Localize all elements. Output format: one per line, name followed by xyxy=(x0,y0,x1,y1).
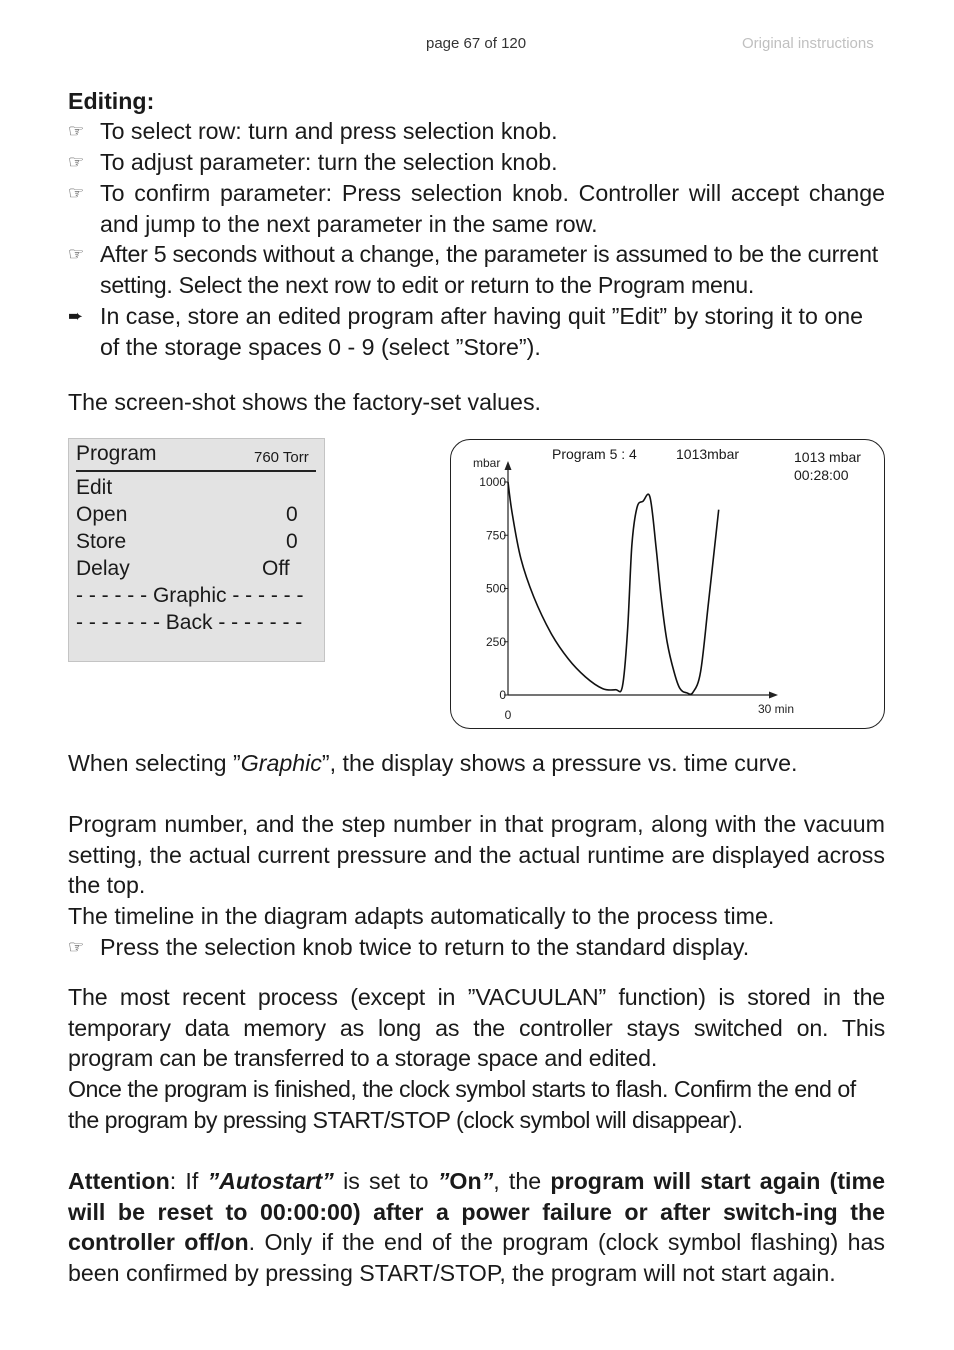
x-tick-label: 0 xyxy=(504,708,512,722)
graph-runtime: 00:28:00 xyxy=(794,467,849,483)
y-tick-label: 750 xyxy=(485,528,506,543)
series-line xyxy=(508,482,719,694)
graph-vacuum-setting: 1013mbar xyxy=(676,446,740,462)
attention-warning: program will start again (time will be reset to 00:00:00) after a power failure or after switch-ing the controller off/on xyxy=(68,1168,886,1256)
menu-divider xyxy=(76,470,316,472)
attention-label: Attention xyxy=(68,1168,170,1194)
arrow-right-icon: ➨ xyxy=(68,306,84,326)
menu-value-open: 0 xyxy=(286,503,298,526)
editing-heading: Editing: xyxy=(68,88,155,114)
paragraph-timeline: The timeline in the diagram adapts automatically to the process time. xyxy=(68,903,775,929)
y-tick-label: 250 xyxy=(485,634,506,649)
x-axis-label: 30 min xyxy=(757,702,795,716)
x-axis-arrow-icon xyxy=(769,692,778,699)
list-item: ☞ To confirm parameter: Press selection knob. Controller will accept change and jump to the next parameter in the same row. xyxy=(68,180,885,237)
document-label: Original instructions xyxy=(742,35,874,52)
graphic-intro: When selecting ”Graphic”, the display shows a pressure vs. time curve. xyxy=(68,750,798,776)
hand-pointing-right-icon: ☞ xyxy=(68,152,85,172)
menu-value-store: 0 xyxy=(286,530,298,553)
autostart-term: ”Autostart” xyxy=(207,1168,334,1194)
y-tick-label: 0 xyxy=(499,688,506,702)
y-axis-arrow-icon xyxy=(505,461,512,470)
menu-item-graphic: - - - - - - Graphic - - - - - - xyxy=(76,584,304,607)
menu-item-delay: Delay xyxy=(76,557,130,580)
y-tick-label: 1000 xyxy=(479,475,506,489)
menu-pressure: 760 Torr xyxy=(254,449,309,466)
menu-value-delay: Off xyxy=(262,557,290,580)
menu-title: Program xyxy=(76,442,157,465)
graphic-term: Graphic xyxy=(240,750,322,776)
y-tick-label: 500 xyxy=(485,581,506,596)
attention-note: Attention: If ”Autostart” is set to ”On”, the program will start again (time will be reset to 00:00:00) after a power failure or after switch-ing the controller off/on. Only if the end of the program (clock symbol flashing) has been confirmed by pressing START/STOP, the program will not start again. xyxy=(68,1168,886,1287)
menu-item-back: - - - - - - - Back - - - - - - - xyxy=(76,611,303,634)
paragraph-finish: Once the program is finished, the clock symbol starts to flash. Confirm the end of the program by pressing START/STOP (clock symbol will disappear). xyxy=(68,1076,856,1133)
hand-pointing-right-icon: ☞ xyxy=(68,121,85,141)
menu-item-open: Open xyxy=(76,503,128,526)
graph-program-step: Program 5 : 4 xyxy=(552,446,637,462)
menu-item-store: Store xyxy=(76,530,127,553)
pressure-chart xyxy=(451,440,883,727)
page-number: page 67 of 120 xyxy=(426,35,527,52)
y-axis-label: mbar xyxy=(473,456,501,470)
list-item: ☞ After 5 seconds without a change, the parameter is assumed to be the current setting. Select the next row to edit or return to the Program menu. xyxy=(68,241,878,298)
paragraph-display-info: Program number, and the step number in that program, along with the vacuum setting, the actual current pressure and the actual runtime are displayed across the top. xyxy=(68,811,885,899)
graph-current-pressure: 1013 mbar xyxy=(794,449,861,465)
list-item: ☞ To select row: turn and press selection knob. xyxy=(68,116,885,147)
screenshot-note: The screen-shot shows the factory-set values. xyxy=(68,389,541,415)
hand-pointing-right-icon: ☞ xyxy=(68,244,84,264)
list-item: ➨ In case, store an edited program after having quit ”Edit” by storing it to one of the storage spaces 0 - 9 (select ”Store”). xyxy=(68,303,864,360)
hand-pointing-right-icon: ☞ xyxy=(68,937,85,957)
paragraph-memory: The most recent process (except in ”VACUULAN” function) is stored in the temporary data memory as long as the controller stays switched on. This program can be transferred to a storage space and edited. xyxy=(68,984,885,1072)
list-item: ☞ Press the selection knob twice to return to the standard display. xyxy=(68,932,885,963)
program-menu-display xyxy=(68,438,325,662)
pressure-time-display xyxy=(450,439,885,729)
list-item: ☞ To adjust parameter: turn the selection knob. xyxy=(68,147,885,178)
on-term: On xyxy=(449,1168,482,1194)
menu-item-edit: Edit xyxy=(76,476,113,499)
hand-pointing-right-icon: ☞ xyxy=(68,183,85,203)
